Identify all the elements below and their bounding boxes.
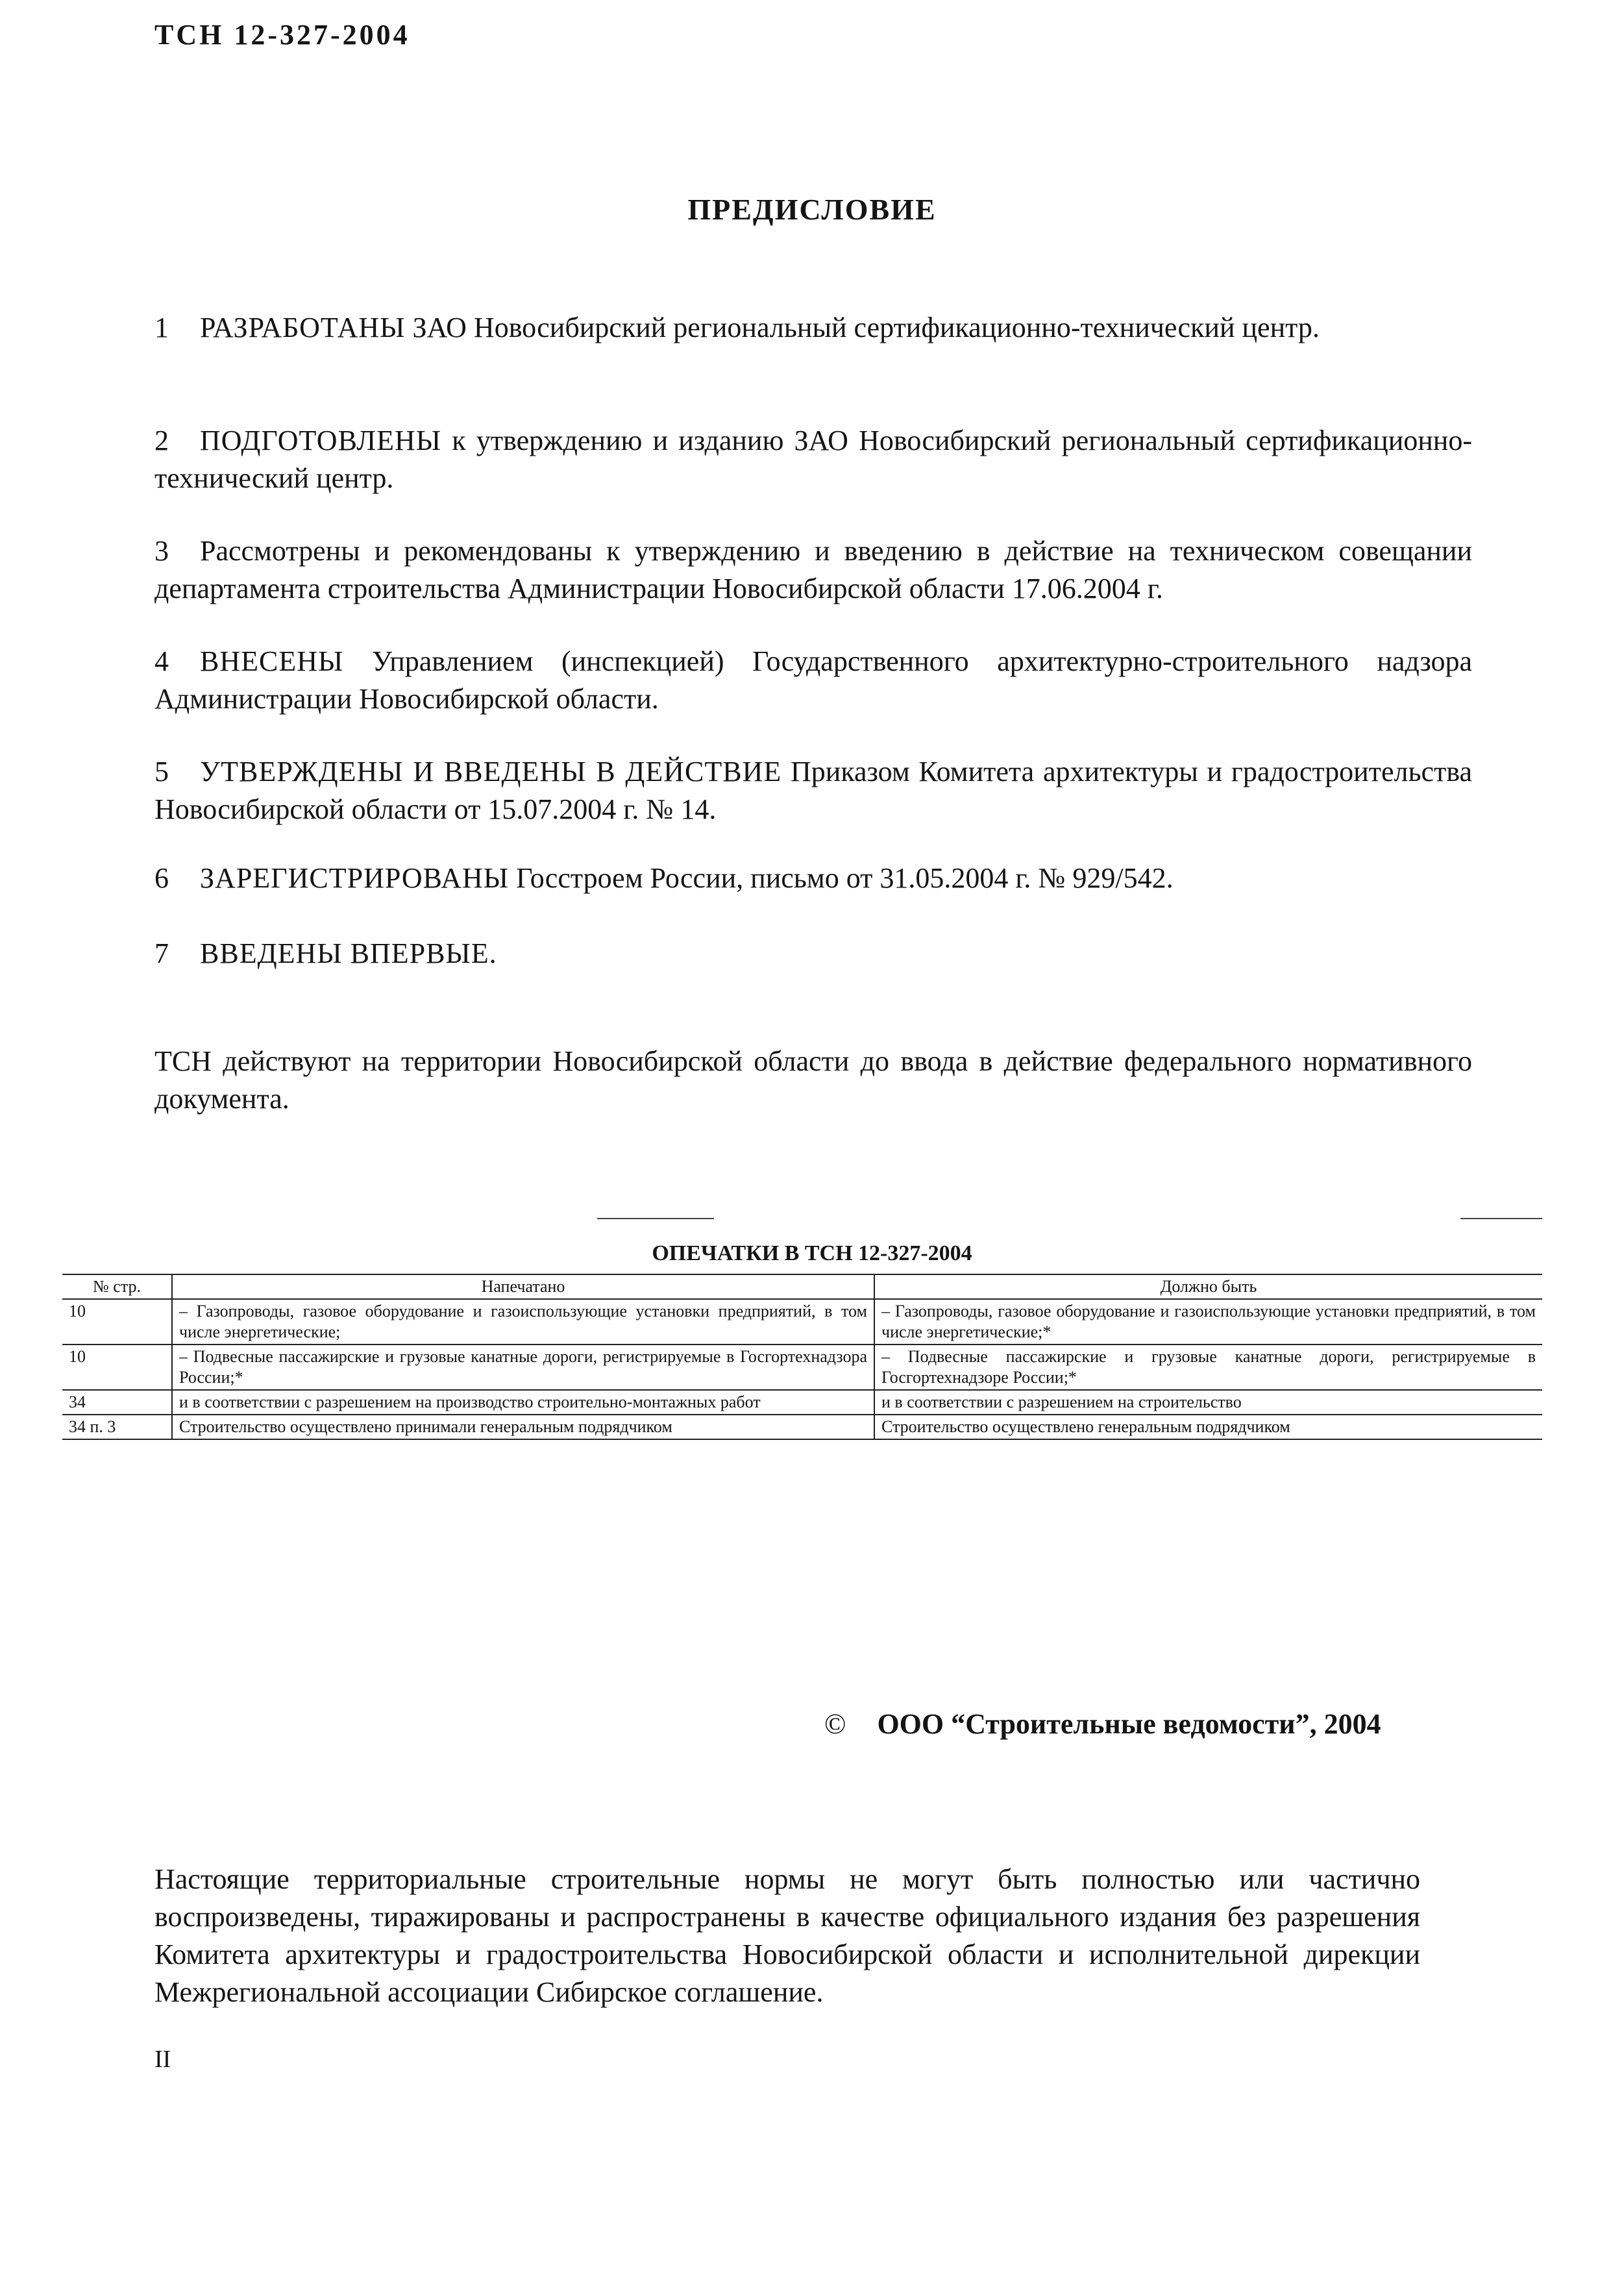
cell-printed: и в соответствии с разрешением на производство строительно-монтажных работ bbox=[172, 1390, 874, 1415]
item-text: Госстроем России, письмо от 31.05.2004 г. № 929/542. bbox=[509, 862, 1174, 894]
cell-page: 34 п. 3 bbox=[62, 1415, 172, 1439]
preface-item-3 bbox=[154, 532, 1472, 608]
cell-printed: – Подвесные пассажирские и грузовые канатные дороги, регистрируемые в Госгортехнадзора России;* bbox=[172, 1344, 874, 1390]
item-text: к утверждению и изданию ЗАО Новосибирский региональный сертификационно-технический центр. bbox=[154, 425, 1472, 494]
item-caps: ЗАРЕГИСТРИРОВАНЫ bbox=[200, 862, 510, 894]
cell-printed: Строительство осуществлено принимали генеральным подрядчиком bbox=[172, 1415, 874, 1439]
cell-printed: – Газопроводы, газовое оборудование и газоиспользующие установки предприятий, в том числе энергетические; bbox=[172, 1299, 874, 1344]
divider-left bbox=[597, 1218, 714, 1219]
preface-item-6 bbox=[154, 860, 1472, 897]
item-number: 5 bbox=[154, 756, 169, 787]
errata-title: ОПЕЧАТКИ В ТСН 12-327-2004 bbox=[652, 1241, 972, 1265]
preface-item-7 bbox=[154, 935, 1472, 973]
item-number: 1 bbox=[154, 312, 169, 343]
cell-correct: и в соответствии с разрешением на строительство bbox=[874, 1390, 1542, 1415]
reproduction-notice: Настоящие территориальные строительные нормы не могут быть полностью или частично воспроизведены, тиражированы и распространены в качестве официального издания без разрешения Комитета архитектуры и градостроительства Новосибирской области и исполнительной дирекции Межрегиональной ассоциации Сибирское соглашение. bbox=[154, 1863, 1420, 2008]
copyright-text: ООО “Строительные ведомости”, 2004 bbox=[877, 1708, 1381, 1740]
table-row bbox=[62, 1415, 1542, 1439]
item-caps: ПОДГОТОВЛЕНЫ bbox=[200, 425, 442, 456]
preface-item-2 bbox=[154, 422, 1472, 497]
item-number: 2 bbox=[154, 425, 169, 456]
page-number: II bbox=[154, 2046, 171, 2073]
item-text: Приказом Комитета архитектуры и градостроительства Новосибирской области от 15.07.2004 г. № 14. bbox=[154, 756, 1472, 825]
item-text: Рассмотрены и рекомендованы к утверждению и введению в действие на техническом совещании департамента строительства Администрации Новосибирской области 17.06.2004 г. bbox=[154, 535, 1472, 604]
item-number: 6 bbox=[154, 862, 169, 894]
column-header-printed: Напечатано bbox=[172, 1274, 874, 1299]
scope-note: ТСН действуют на территории Новосибирской области до ввода в действие федерального нормативного документа. bbox=[154, 1045, 1472, 1115]
table-row bbox=[62, 1299, 1542, 1344]
copyright-line bbox=[824, 1707, 1381, 1741]
preface-item-1 bbox=[154, 309, 1472, 347]
item-caps: УТВЕРЖДЕНЫ И ВВЕДЕНЫ В ДЕЙСТВИЕ bbox=[200, 756, 782, 787]
copyright-icon: © bbox=[824, 1708, 846, 1740]
item-caps: ВНЕСЕНЫ bbox=[200, 645, 344, 677]
document-code: ТСН 12-327-2004 bbox=[154, 19, 410, 51]
errata-header-row bbox=[62, 1274, 1542, 1299]
preface-item-5 bbox=[154, 753, 1472, 828]
item-number: 7 bbox=[154, 937, 169, 969]
item-caps: РАЗРАБОТАНЫ bbox=[200, 312, 406, 343]
table-row bbox=[62, 1390, 1542, 1415]
errata-table bbox=[62, 1274, 1542, 1440]
cell-correct: – Подвесные пассажирские и грузовые канатные дороги, регистрируемые в Госгортехнадзоре России;* bbox=[874, 1344, 1542, 1390]
cell-page: 10 bbox=[62, 1299, 172, 1344]
item-text: ЗАО Новосибирский региональный сертификационно-технический центр. bbox=[405, 312, 1320, 343]
cell-correct: Строительство осуществлено генеральным подрядчиком bbox=[874, 1415, 1542, 1439]
cell-correct: – Газопроводы, газовое оборудование и газоиспользующие установки предприятий, в том числе энергетические;* bbox=[874, 1299, 1542, 1344]
column-header-correct: Должно быть bbox=[874, 1274, 1542, 1299]
preface-title: ПРЕДИСЛОВИЕ bbox=[687, 193, 937, 226]
item-text: Управлением (инспекцией) Государственного архитектурно-строительного надзора Администрации Новосибирской области. bbox=[154, 645, 1472, 715]
cell-page: 10 bbox=[62, 1344, 172, 1390]
item-caps: ВВЕДЕНЫ ВПЕРВЫЕ. bbox=[200, 937, 497, 969]
cell-page: 34 bbox=[62, 1390, 172, 1415]
divider-right bbox=[1460, 1218, 1542, 1219]
item-number: 4 bbox=[154, 645, 169, 677]
column-header-page: № стр. bbox=[62, 1274, 172, 1299]
preface-item-4 bbox=[154, 643, 1472, 718]
table-row bbox=[62, 1344, 1542, 1390]
item-number: 3 bbox=[154, 535, 169, 567]
